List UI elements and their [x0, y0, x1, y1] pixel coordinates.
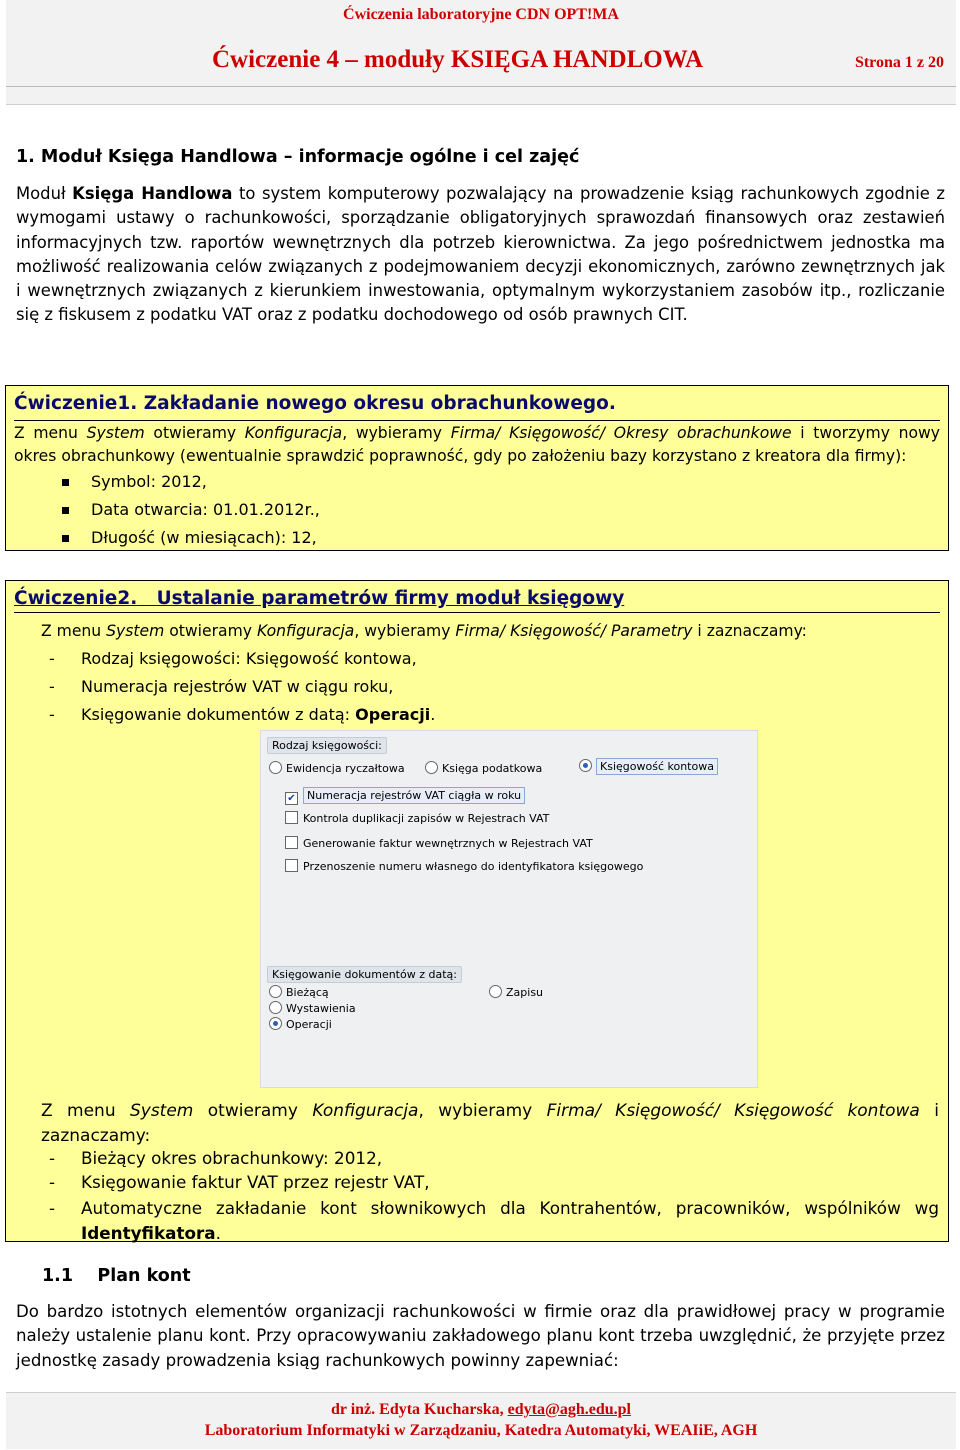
footer-author: dr inż. Edyta Kucharska, edyta@agh.edu.pl: [331, 1401, 631, 1418]
page-footer: [6, 1392, 956, 1449]
checkbox-internal-invoices[interactable]: Generowanie faktur wewnętrznych w Rejestrach VAT: [285, 836, 593, 850]
exercise2-title-underline: [14, 612, 940, 613]
checkbox-duplicate-control[interactable]: Kontrola duplikacji zapisów w Rejestrach VAT: [285, 811, 549, 825]
exercise2-instructions-2: Z menu System otwieramy Konfiguracja, wybieramy Firma/ Księgowość/ Księgowość kontowa i zaznaczamy:: [41, 1101, 939, 1146]
list-item: Data otwarcia: 01.01.2012r.,: [62, 500, 320, 519]
settings-screenshot: [260, 730, 758, 1088]
radio-ryczalt[interactable]: Ewidencja ryczałtowa: [269, 761, 405, 775]
list-item: - Bieżący okres obrachunkowy: 2012,: [49, 1148, 383, 1168]
list-item: - Automatyczne zakładanie kont słownikowych dla Kontrahentów, pracowników, wspólników wg Identyfikatora.: [49, 1198, 939, 1243]
radio-biezaca[interactable]: Bieżącą: [269, 985, 329, 999]
list-item: - Numeracja rejestrów VAT w ciągu roku,: [49, 677, 394, 696]
exercise1-title-underline: [14, 420, 940, 421]
section-heading: 1. Moduł Księga Handlowa – informacje ogólne i cel zajęć: [16, 147, 580, 167]
exercise1-box: [5, 385, 949, 551]
header-divider: [6, 86, 956, 87]
checkbox-vat-numbering[interactable]: ✔ Numeracja rejestrów VAT ciągła w roku: [285, 789, 525, 805]
page-header: [6, 0, 956, 105]
exercise1-title: Ćwiczenie1. Zakładanie nowego okresu obrachunkowego.: [14, 393, 616, 414]
header-title: Ćwiczenie 4 – moduły KSIĘGA HANDLOWA: [212, 46, 704, 73]
list-item: - Księgowanie faktur VAT przez rejestr VAT,: [49, 1172, 430, 1192]
group-posting-date: Księgowanie dokumentów z datą:: [267, 966, 462, 983]
exercise2-instructions: Z menu System otwieramy Konfiguracja, wybieramy Firma/ Księgowość/ Parametry i zaznaczamy:: [41, 622, 807, 640]
radio-ksiegowosc-kontowa[interactable]: Księgowość kontowa: [579, 759, 718, 773]
list-item: Długość (w miesiącach): 12,: [62, 528, 317, 547]
radio-zapisu[interactable]: Zapisu: [489, 985, 543, 999]
list-item: - Księgowanie dokumentów z datą: Operacji.: [49, 705, 436, 724]
radio-wystawienia[interactable]: Wystawienia: [269, 1001, 356, 1015]
header-course: Ćwiczenia laboratoryjne CDN OPT!MA: [343, 6, 619, 23]
intro-paragraph: Moduł Księga Handlowa to system komputerowy pozwalający na prowadzenie ksiąg rachunkowych zgodnie z wymogami ustawy o rachunkowości, sporządzanie obligatoryjnych sprawozdań finansowych oraz zestawień informacyjnych tzw. raportów wewnętrznych dla potrzeb kierownictwa. Za jego pośrednictwem jednostka ma możliwość realizowania celów związanych z podejmowaniem decyzji ekonomicznych, zarówno zewnętrznych jak i wewnętrznych związanych z kierunkiem inwestowania, optymalnym wykorzystaniem zasobów itp., rozliczanie się z fiskusem z podatku VAT oraz z podatku dochodowego od osób prawnych CIT.: [16, 184, 946, 325]
radio-operacji[interactable]: Operacji: [269, 1017, 332, 1031]
plan-kont-paragraph: Do bardzo istotnych elementów organizacji rachunkowości w firmie oraz dla prawidłowej pracy w programie należy ustalenie planu kont. Przy opracowywaniu zakładowego planu kont trzeba uwzględnić, że przyjęte przez jednostkę zasady prowadzenia ksiąg rachunkowych powinny zapewniać:: [16, 1302, 945, 1370]
list-item: - Rodzaj księgowości: Księgowość kontowa,: [49, 649, 417, 668]
footer-lab: Laboratorium Informatyki w Zarządzaniu, Katedra Automatyki, WEAIiE, AGH: [204, 1422, 758, 1439]
exercise2-title: Ćwiczenie2. Ustalanie parametrów firmy moduł księgowy: [14, 588, 625, 609]
checkbox-own-number[interactable]: Przenoszenie numeru własnego do identyfikatora księgowego: [285, 859, 643, 873]
exercise1-instructions: Z menu System otwieramy Konfiguracja, wybieramy Firma/ Księgowość/ Okresy obrachunkowe i tworzymy nowy okres obrachunkowy (ewentualnie sprawdzić poprawność, gdy po założeniu bazy korzystano z kreatora dla firmy):: [14, 424, 940, 465]
list-item: Symbol: 2012,: [62, 472, 207, 491]
group-accounting-type: Rodzaj księgowości:: [267, 737, 387, 754]
radio-ksiega-podatkowa[interactable]: Księga podatkowa: [425, 761, 542, 775]
header-page-number: Strona 1 z 20: [854, 54, 944, 71]
subsection-heading: 1.1 Plan kont: [42, 1266, 191, 1286]
footer-email-link[interactable]: edyta@agh.edu.pl: [507, 1401, 631, 1418]
